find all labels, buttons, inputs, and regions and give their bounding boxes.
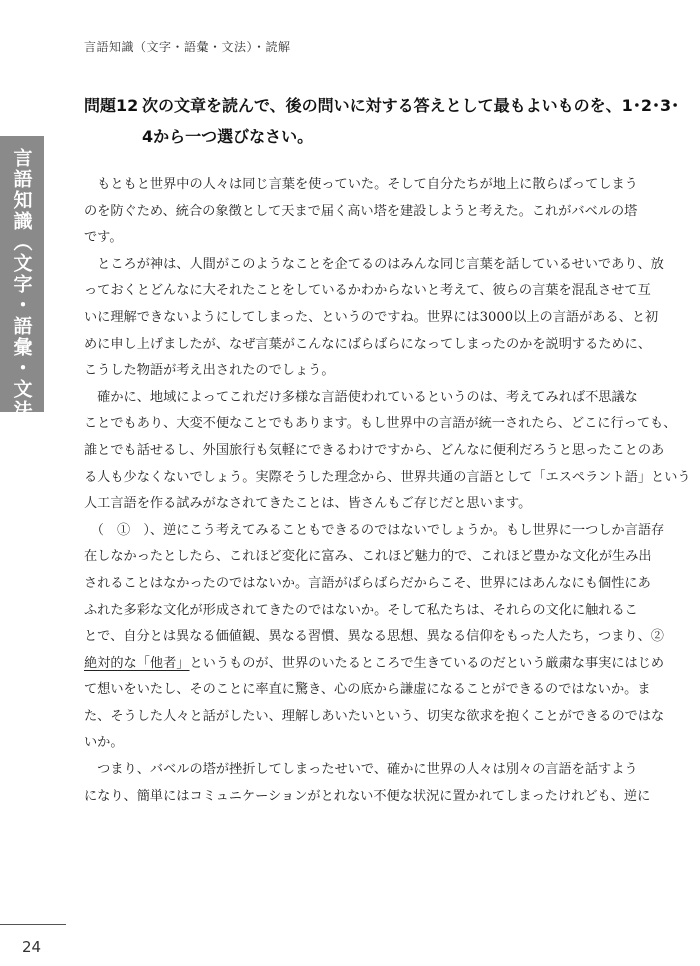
passage-line: ことでもあり、大変不便なことでもあります。もし世界中の言語が統一されたら、どこに行っても、 [84, 416, 677, 432]
passage-line-with-underline [84, 651, 665, 678]
question-instruction-line1: 次の文章を読んで、後の問いに対する答えとして最もよいものを、1･2･3･ [142, 96, 680, 115]
passage-line: つまり、バベルの塔が挫折してしまったせいで、確かに世界の人々は別々の言語を話すよう [84, 762, 638, 778]
passage-line: ところが神は、人間がこのようなことを企てるのはみんな同じ言葉を話しているせいであり、放 [84, 256, 664, 272]
passage-line: です。 [84, 230, 123, 246]
underlined-phrase: 絶対的な「他者」 [84, 655, 190, 671]
passage-line-rest: というものが、世界のいたるところで生きているのだという厳粛な事実にはじめ [189, 655, 665, 671]
passage-line: いか。 [84, 735, 124, 751]
running-header: 言語知識（文字・語彙・文法）・読解 [84, 40, 291, 54]
passage-line: もともと世界中の人々は同じ言葉を使っていた。そして自分たちが地上に散らばってしまう [84, 177, 638, 192]
passage-line: た、そうした人々と話がしたい、理解しあいたいという、切実な欲求を抱くことができるのではな [84, 708, 665, 724]
question-heading [84, 90, 680, 152]
passage-line: めに申し上げましたが、なぜ言葉がこんなにばらばらになってしまったのかを説明するために、 [84, 336, 652, 352]
passage-line: 確かに、地域によってこれだけ多様な言語使われているというのは、考えてみれば不思議な [84, 389, 638, 405]
page-number: 24 [22, 938, 42, 956]
passage-line: されることはなかったのではないか。言語がばらばらだからこそ、世界にはあんなにも個性にあ [84, 575, 651, 591]
passage-line: 在しなかったとしたら、これほど変化に富み、これほど魅力的で、これほど豊かな文化が生み出 [84, 549, 652, 565]
passage-line: て想いをいたし、そのことに率直に驚き、心の底から謙虚になることができるのではないか。ま [84, 682, 651, 698]
passage-line: いに理解できないようにしてしまった、というのですね。世界には3000以上の言語がある、と初 [84, 309, 659, 325]
passage-line: とで、自分とは異なる価値観、異なる習慣、異なる思想、異なる信仰をもった人たち，つまり、② [84, 629, 664, 645]
section-side-tab [0, 136, 44, 496]
footer-divider [0, 924, 66, 925]
passage-line: 人工言語を作る試みがなされてきたことは、皆さんもご存じだと思います。 [84, 496, 532, 512]
passage-line: ふれた多彩な文化が形成されてきたのではないか。そして私たちは、それらの文化に触れるこ [84, 602, 638, 618]
question-instruction-line2: 4から一つ選びなさい。 [142, 127, 314, 146]
question-number: 問題12 [84, 96, 139, 115]
passage-line: （ ① ）、逆にこう考えてみることもできるのではないでしょうか。もし世界に一つしか言語存 [84, 522, 665, 538]
reading-passage [84, 172, 691, 810]
passage-line: こうした物語が考え出されたのでしょう。 [84, 363, 335, 379]
passage-line: になり、簡単にはコミュニケーションがとれない不便な状況に置かれてしまったけれども、逆に [84, 788, 651, 804]
section-side-tab-label: 言語知識（文字・語彙・文法）・読解 [10, 148, 33, 496]
passage-line: っておくとどんなに大それたことをしているかわからないと考えて、彼らの言葉を混乱させて互 [84, 283, 651, 299]
passage-line: る人も少なくないでしょう。実際そうした理念から、世界共通の言語として「エスペラント語」という [84, 469, 691, 485]
passage-line: のを防ぐため、統合の象徴として天まで届く高い塔を建設しようと考えた。これがバベルの塔 [84, 203, 638, 219]
passage-line: 誰とでも話せるし、外国旅行も気軽にできるわけですから、どんなに便利だろうと思ったことのあ [84, 442, 665, 458]
